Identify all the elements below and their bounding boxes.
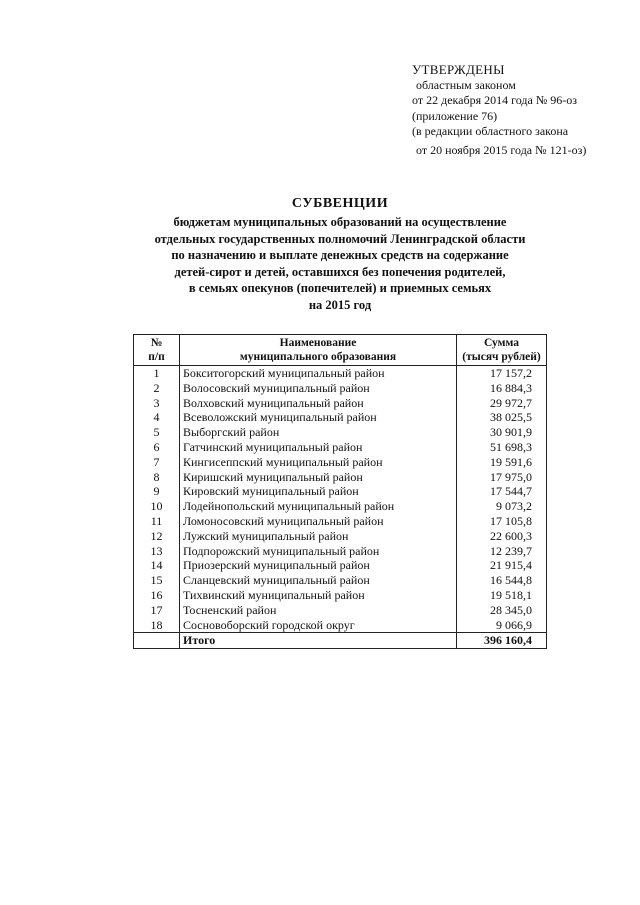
table-total-row <box>134 633 547 649</box>
table-row <box>134 499 547 514</box>
row-number: 7 <box>134 455 180 470</box>
row-municipality: Подпорожский муниципальный район <box>180 544 457 559</box>
row-number: 2 <box>134 381 180 396</box>
row-number: 4 <box>134 410 180 425</box>
row-number: 18 <box>134 618 180 633</box>
row-sum: 9 066,9 <box>457 618 547 633</box>
document-title: СУБВЕНЦИИ <box>291 196 389 211</box>
header-name-line2: муниципального образования <box>239 351 397 363</box>
header-sum <box>457 335 547 366</box>
row-sum: 51 698,3 <box>457 440 547 455</box>
table-row <box>134 618 547 633</box>
subsidy-table <box>133 334 547 649</box>
header-number <box>134 335 180 366</box>
total-sum: 396 160,4 <box>457 633 547 649</box>
approval-line-2: от 22 декабря 2014 года № 96-оз <box>412 93 578 107</box>
total-label: Итого <box>180 633 457 649</box>
row-municipality: Гатчинский муниципальный район <box>180 440 457 455</box>
row-sum: 16 544,8 <box>457 573 547 588</box>
approval-line-3: (приложение 76) <box>412 108 498 123</box>
row-number: 17 <box>134 603 180 618</box>
row-number: 16 <box>134 588 180 603</box>
row-sum: 19 518,1 <box>457 588 547 603</box>
row-municipality: Сланцевский муниципальный район <box>180 573 457 588</box>
row-sum: 12 239,7 <box>457 544 547 559</box>
table-row <box>134 410 547 425</box>
row-sum: 28 345,0 <box>457 603 547 618</box>
row-municipality: Кингисеппский муниципальный район <box>180 455 457 470</box>
row-number: 11 <box>134 514 180 529</box>
header-number-line2: п/п <box>148 351 165 363</box>
row-sum: 17 157,2 <box>457 366 547 381</box>
row-number: 13 <box>134 544 180 559</box>
row-number: 14 <box>134 558 180 573</box>
table-row <box>134 470 547 485</box>
row-municipality: Сосновоборский городской округ <box>180 618 457 633</box>
row-sum: 21 915,4 <box>457 558 547 573</box>
row-municipality: Приозерский муниципальный район <box>180 558 457 573</box>
row-number: 3 <box>134 396 180 411</box>
row-sum: 22 600,3 <box>457 529 547 544</box>
table-row <box>134 455 547 470</box>
header-name <box>180 335 457 366</box>
table-row <box>134 440 547 455</box>
row-sum: 16 884,3 <box>457 381 547 396</box>
row-number: 8 <box>134 470 180 485</box>
subtitle-line: детей-сирот и детей, оставшихся без попечения родителей, <box>174 264 506 279</box>
row-municipality: Тихвинский муниципальный район <box>180 588 457 603</box>
total-empty-cell <box>134 633 180 649</box>
table-row <box>134 484 547 499</box>
row-number: 15 <box>134 573 180 588</box>
table-row <box>134 366 547 381</box>
table-row <box>134 425 547 440</box>
row-number: 9 <box>134 484 180 499</box>
row-municipality: Кировский муниципальный район <box>180 484 457 499</box>
row-municipality: Ломоносовский муниципальный район <box>180 514 457 529</box>
approval-block <box>412 62 586 158</box>
row-municipality: Киришский муниципальный район <box>180 470 457 485</box>
row-municipality: Выборгский район <box>180 425 457 440</box>
approval-line-1: областным законом <box>416 77 516 92</box>
subtitle-line: отдельных государственных полномочий Ленинградской области <box>154 231 526 246</box>
document-subtitle <box>80 214 600 313</box>
subtitle-line: на 2015 год <box>308 297 372 312</box>
table-row <box>134 573 547 588</box>
row-number: 12 <box>134 529 180 544</box>
row-municipality: Волосовский муниципальный район <box>180 381 457 396</box>
row-municipality: Лужский муниципальный район <box>180 529 457 544</box>
row-number: 5 <box>134 425 180 440</box>
row-municipality: Лодейнопольский муниципальный район <box>180 499 457 514</box>
approval-line-5: от 20 ноября 2015 года № 121-оз) <box>416 142 587 157</box>
header-sum-line1: Сумма <box>484 337 519 349</box>
table-row <box>134 544 547 559</box>
header-sum-line2: (тысяч рублей) <box>462 351 541 363</box>
header-number-line1: № <box>150 337 163 349</box>
approval-line-4: (в редакции областного закона <box>412 124 569 138</box>
document-heading <box>80 196 600 313</box>
row-sum: 29 972,7 <box>457 396 547 411</box>
table-row <box>134 588 547 603</box>
table-row <box>134 603 547 618</box>
table-row <box>134 529 547 544</box>
table-row <box>134 396 547 411</box>
subtitle-line: бюджетам муниципальных образований на осуществление <box>173 215 507 229</box>
row-number: 6 <box>134 440 180 455</box>
table-header-row <box>134 335 547 366</box>
row-sum: 19 591,6 <box>457 455 547 470</box>
row-municipality: Бокситогорский муниципальный район <box>180 366 457 381</box>
row-number: 1 <box>134 366 180 381</box>
row-number: 10 <box>134 499 180 514</box>
row-municipality: Волховский муниципальный район <box>180 396 457 411</box>
table-row <box>134 558 547 573</box>
row-sum: 17 975,0 <box>457 470 547 485</box>
row-municipality: Всеволожский муниципальный район <box>180 410 457 425</box>
table-row <box>134 381 547 396</box>
row-sum: 17 105,8 <box>457 514 547 529</box>
row-sum: 9 073,2 <box>457 499 547 514</box>
table-row <box>134 514 547 529</box>
row-sum: 30 901,9 <box>457 425 547 440</box>
approval-title: УТВЕРЖДЕНЫ <box>412 62 505 77</box>
row-sum: 38 025,5 <box>457 410 547 425</box>
subtitle-line: по назначению и выплате денежных средств на содержание <box>171 248 509 262</box>
subtitle-line: в семьях опекунов (попечителей) и приемных семьях <box>188 281 492 295</box>
header-name-line1: Наименование <box>279 337 357 349</box>
row-sum: 17 544,7 <box>457 484 547 499</box>
row-municipality: Тосненский район <box>180 603 457 618</box>
